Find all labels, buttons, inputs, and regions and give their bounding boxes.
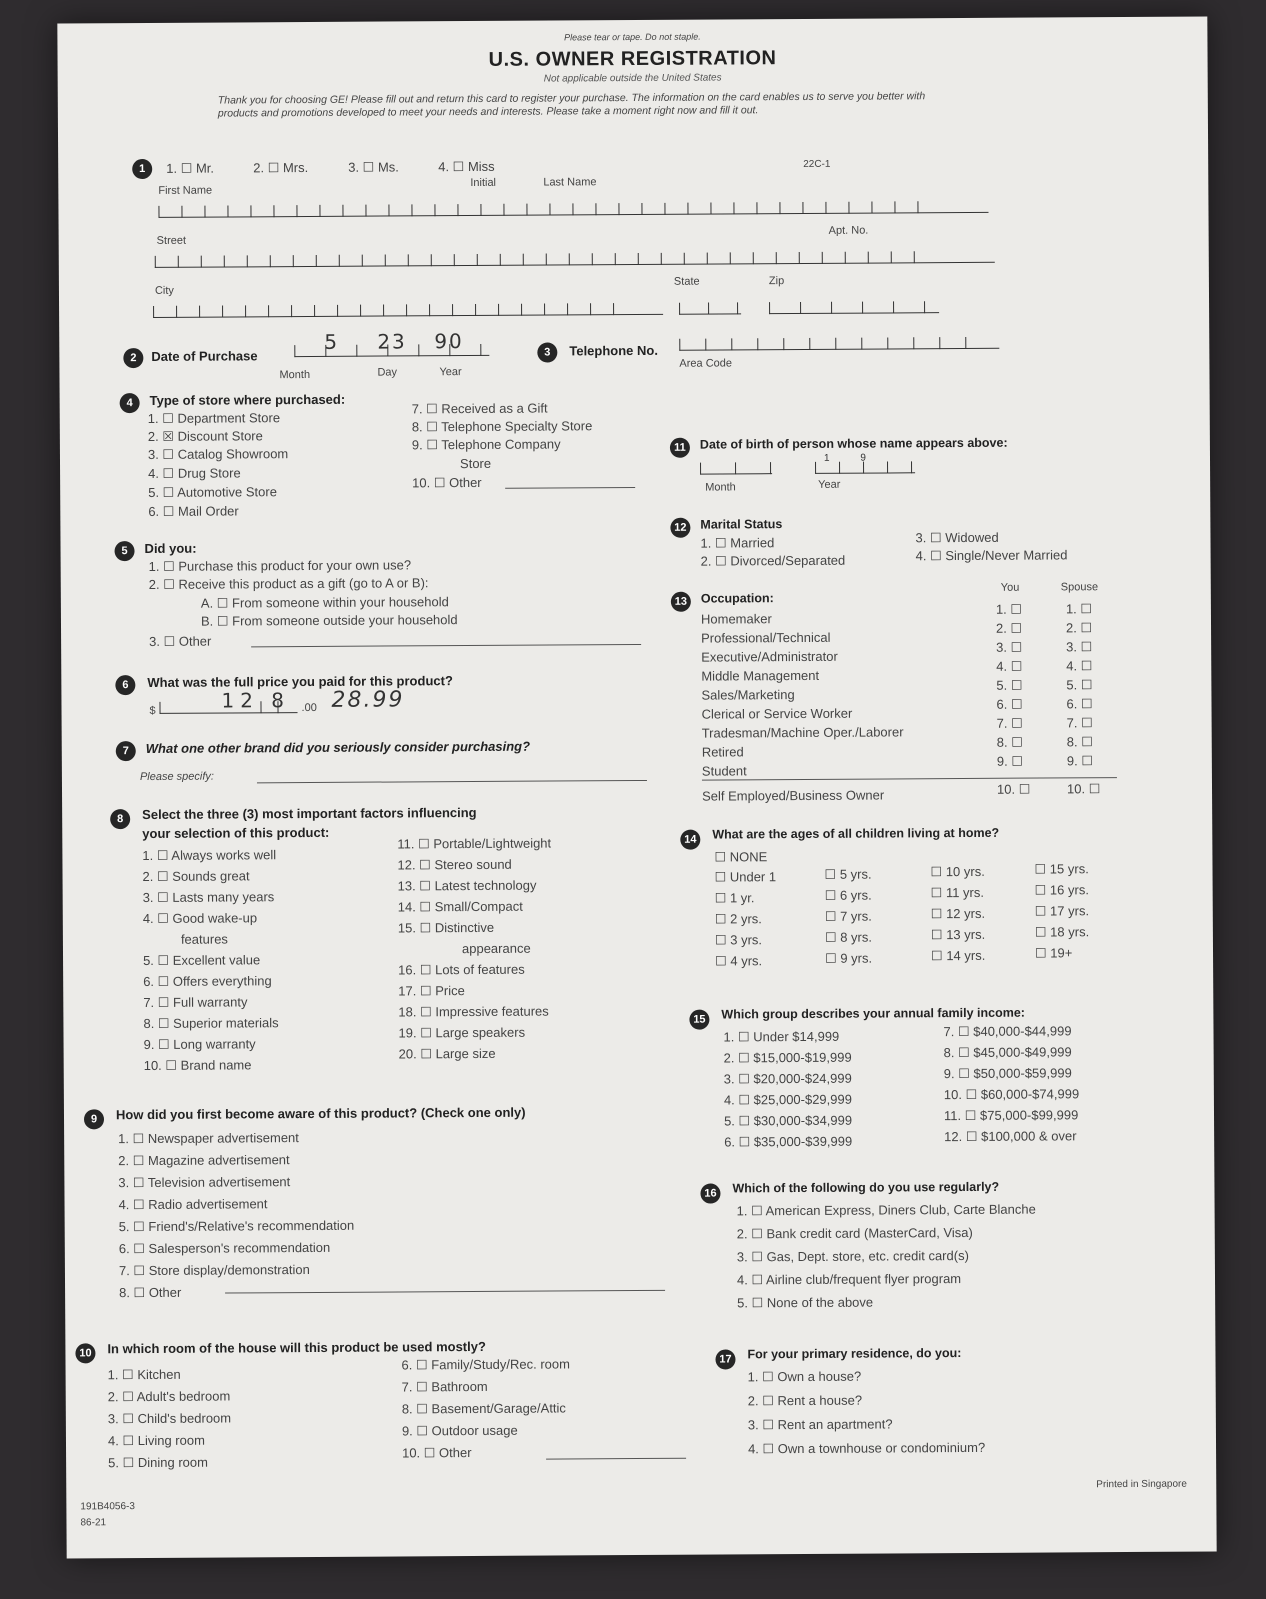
birth-month-field[interactable] (700, 451, 772, 474)
residence-option[interactable]: 3. ☐ Rent an apartment? (747, 1416, 893, 1433)
factor-option[interactable]: 11. ☐ Portable/Lightweight (397, 835, 552, 852)
street-label: Street (156, 234, 187, 247)
child-age-option[interactable]: ☐ 2 yrs. (714, 911, 762, 927)
room-option[interactable]: 9. ☐ Outdoor usage (401, 1422, 518, 1439)
please-specify-label: Please specify: (139, 770, 214, 784)
question-number-11: 11 (670, 438, 690, 458)
awareness-option[interactable]: 5. ☐ Friend's/Relative's recommendation (118, 1217, 355, 1235)
awareness-option[interactable]: 1. ☐ Newspaper advertisement (118, 1130, 299, 1147)
question-number-6: 6 (115, 675, 135, 695)
occupation-item: Professional/Technical (701, 629, 831, 646)
subtitle: Not applicable outside the United States (543, 72, 722, 85)
own-use[interactable]: 1. ☐ Purchase this product for your own use? (148, 557, 412, 574)
price-cents: .00 (301, 701, 317, 715)
first-name-label: First Name (158, 184, 213, 197)
child-age-option[interactable]: ☐ 6 yrs. (824, 887, 872, 903)
credit-option[interactable]: 1. ☐ American Express, Diners Club, Carte Blanche (736, 1201, 1036, 1219)
marital-married[interactable]: 1. ☐ Married (700, 535, 775, 551)
occupation-you-checkbox[interactable]: 2. ☐ (995, 620, 1023, 636)
awareness-option[interactable]: 7. ☐ Store display/demonstration (118, 1262, 310, 1279)
child-age-option[interactable]: ☐ 7 yrs. (824, 908, 872, 924)
occupation-divider (702, 777, 1117, 781)
received-gift[interactable]: 2. ☐ Receive this product as a gift (go to A or B): (148, 575, 429, 592)
children-none[interactable]: ☐ NONE (714, 849, 768, 865)
registration-card (57, 17, 1216, 1559)
residence-option[interactable]: 1. ☐ Own a house? (747, 1368, 862, 1385)
q9-label: How did you first become aware of this product? (Check one only) (115, 1104, 526, 1123)
child-age-option[interactable]: ☐ Under 1 (714, 869, 777, 885)
room-option[interactable]: 4. ☐ Living room (107, 1432, 205, 1449)
factor-option[interactable]: 16. ☐ Lots of features (398, 961, 525, 978)
occupation-you-checkbox[interactable]: 4. ☐ (996, 658, 1023, 674)
store-telephone-company-cont: Store (459, 455, 492, 472)
store-other[interactable]: 10. ☐ Other (412, 474, 482, 491)
awareness-option[interactable]: 8. ☐ Other (119, 1284, 182, 1301)
child-age-option[interactable]: ☐ 15 yrs. (1034, 861, 1089, 877)
month-label: Month (279, 368, 311, 382)
residence-option[interactable]: 4. ☐ Own a townhouse or condominium? (747, 1439, 986, 1457)
store-drug[interactable]: 4. ☐ Drug Store (148, 465, 241, 481)
marital-single[interactable]: 4. ☐ Single/Never Married (915, 547, 1068, 564)
form-date-code: 86-21 (80, 1517, 107, 1529)
q8-label: Select the three (3) most important factors influencing (142, 804, 477, 823)
top-note: Please tear or tape. Do not staple. (564, 31, 701, 43)
q6-label: What was the full price you paid for this product? (147, 673, 453, 690)
factor-option[interactable]: 19. ☐ Large speakers (398, 1024, 526, 1041)
awareness-option[interactable]: 3. ☐ Television advertisement (118, 1174, 291, 1191)
income-option[interactable]: 11. ☐ $75,000-$99,999 (943, 1107, 1079, 1124)
name-field[interactable] (158, 190, 988, 218)
question-number-14: 14 (680, 830, 700, 850)
factor-option[interactable]: 12. ☐ Stereo sound (397, 856, 512, 873)
q7-label: What one other brand did you seriously consider purchasing? (145, 738, 531, 756)
factor-option[interactable]: 15. ☐ Distinctive (397, 919, 495, 936)
store-mail-order[interactable]: 6. ☐ Mail Order (148, 503, 239, 519)
factor-option[interactable]: 8. ☐ Superior materials (143, 1015, 279, 1032)
city-field[interactable] (153, 292, 663, 318)
income-option[interactable]: 4. ☐ $25,000-$29,999 (723, 1091, 853, 1108)
occupation-spouse-checkbox[interactable]: 10. ☐ (1066, 781, 1101, 797)
credit-option[interactable]: 5. ☐ None of the above (737, 1294, 874, 1311)
q16-label: Which of the following do you use regularly? (732, 1179, 1000, 1196)
credit-option[interactable]: 4. ☐ Airline club/frequent flyer program (736, 1271, 962, 1288)
room-option[interactable]: 6. ☐ Family/Study/Rec. room (401, 1356, 571, 1373)
factor-option[interactable]: 9. ☐ Long warranty (143, 1036, 256, 1053)
occupation-you-checkbox[interactable]: 5. ☐ (996, 677, 1023, 693)
occupation-item: Sales/Marketing (701, 687, 795, 703)
last-name-label: Last Name (543, 176, 597, 189)
occupation-spouse-checkbox[interactable]: 1. ☐ (1065, 601, 1093, 617)
factor-option[interactable]: 7. ☐ Full warranty (143, 994, 248, 1011)
factor-option-cont: appearance (461, 940, 531, 957)
factor-option[interactable]: 14. ☐ Small/Compact (397, 898, 523, 915)
question-number-7: 7 (116, 741, 136, 761)
question-number-9: 9 (84, 1109, 104, 1129)
store-telephone-company[interactable]: 9. ☐ Telephone Company (411, 436, 561, 453)
occupation-you-checkbox[interactable]: 10. ☐ (996, 781, 1031, 797)
q15-label: Which group describes your annual family income: (721, 1005, 1025, 1022)
child-age-option[interactable]: ☐ 18 yrs. (1034, 924, 1090, 940)
question-number-2: 2 (123, 348, 143, 368)
did-you-other-line[interactable] (251, 644, 641, 647)
factor-option[interactable]: 20. ☐ Large size (398, 1045, 496, 1062)
title-mr[interactable]: 1. ☐ Mr. (166, 160, 215, 176)
zip-label: Zip (768, 275, 785, 288)
occupation-you-checkbox[interactable]: 8. ☐ (996, 734, 1023, 750)
child-age-option[interactable]: ☐ 8 yrs. (824, 929, 873, 945)
store-other-line[interactable] (505, 487, 635, 489)
room-other-line[interactable] (546, 1458, 686, 1460)
question-number-13: 13 (671, 592, 691, 612)
date-of-purchase-label: Date of Purchase (151, 348, 258, 364)
telephone-field[interactable] (679, 326, 999, 351)
state-label: State (673, 275, 700, 288)
room-option[interactable]: 2. ☐ Adult's bedroom (107, 1388, 231, 1405)
factor-option[interactable]: 17. ☐ Price (398, 983, 465, 999)
credit-option[interactable]: 3. ☐ Gas, Dept. store, etc. credit card(s) (736, 1247, 969, 1265)
store-gift[interactable]: 7. ☐ Received as a Gift (411, 400, 548, 417)
child-age-option[interactable]: ☐ 9 yrs. (825, 950, 873, 966)
question-number-4: 4 (120, 393, 140, 413)
child-age-option[interactable]: ☐ 19+ (1034, 945, 1073, 961)
awareness-other-line[interactable] (225, 1290, 665, 1294)
occupation-spouse-checkbox[interactable]: 6. ☐ (1066, 696, 1093, 712)
credit-option[interactable]: 2. ☐ Bank credit card (MasterCard, Visa) (736, 1224, 973, 1242)
intro-text: Thank you for choosing GE! Please fill out and return this card to register your purchase. The information on the card enables us to serve you better with products and promotions developed to meet your needs and interests. Please take a moment right now and fill it out. (217, 90, 926, 120)
awareness-option[interactable]: 6. ☐ Salesperson's recommendation (118, 1239, 331, 1257)
occupation-spouse-checkbox[interactable]: 2. ☐ (1065, 620, 1093, 636)
question-number-12: 12 (670, 518, 690, 538)
occupation-item: Retired (701, 744, 744, 760)
factor-option[interactable]: 18. ☐ Impressive features (398, 1003, 549, 1020)
birth-month-label: Month (705, 481, 736, 494)
q4-label: Type of store where purchased: (149, 391, 346, 408)
price-handwritten: 28.99 (331, 687, 405, 713)
child-age-option[interactable]: ☐ 17 yrs. (1034, 903, 1090, 919)
did-you-other[interactable]: 3. ☐ Other (149, 633, 212, 649)
child-age-option[interactable]: ☐ 13 yrs. (930, 926, 986, 943)
residence-option[interactable]: 2. ☐ Rent a house? (747, 1392, 863, 1409)
occupation-item: Self Employed/Business Owner (702, 787, 885, 804)
store-department[interactable]: 1. ☐ Department Store (147, 410, 281, 426)
marital-divorced[interactable]: 2. ☐ Divorced/Separated (700, 552, 846, 569)
child-age-option[interactable]: ☐ 12 yrs. (930, 905, 986, 922)
street-field[interactable] (155, 240, 995, 268)
factor-option[interactable]: 5. ☐ Excellent value (143, 952, 261, 969)
title-miss[interactable]: 4. ☐ Miss (438, 158, 495, 175)
room-option[interactable]: 10. ☐ Other (402, 1445, 472, 1461)
occupation-you-header: You (1000, 581, 1020, 594)
income-option[interactable]: 3. ☐ $20,000-$24,999 (723, 1070, 852, 1087)
income-option[interactable]: 6. ☐ $35,000-$39,999 (724, 1133, 853, 1150)
income-option[interactable]: 1. ☐ Under $14,999 (723, 1028, 840, 1045)
occupation-you-checkbox[interactable]: 3. ☐ (996, 639, 1023, 655)
factor-option[interactable]: 13. ☐ Latest technology (397, 877, 537, 894)
price-written-in-boxes: 12 8 (221, 688, 291, 713)
zip-field[interactable] (769, 290, 939, 314)
title-ms[interactable]: 3. ☐ Ms. (348, 159, 399, 175)
awareness-option[interactable]: 4. ☐ Radio advertisement (118, 1196, 268, 1213)
question-number-3: 3 (537, 342, 557, 362)
occupation-spouse-checkbox[interactable]: 8. ☐ (1066, 734, 1093, 750)
birth-year-prefix: 1 9 (823, 452, 880, 464)
q5-label: Did you: (144, 540, 197, 557)
occupation-spouse-checkbox[interactable]: 3. ☐ (1066, 639, 1093, 655)
city-label: City (154, 284, 174, 297)
occupation-item: Executive/Administrator (701, 648, 838, 665)
factor-option[interactable]: 3. ☐ Lasts many years (142, 889, 275, 906)
birth-year-label: Year (818, 478, 841, 491)
occupation-you-checkbox[interactable]: 9. ☐ (996, 753, 1024, 769)
occupation-spouse-checkbox[interactable]: 4. ☐ (1066, 658, 1093, 674)
room-option[interactable]: 5. ☐ Dining room (108, 1454, 208, 1471)
question-number-5: 5 (114, 541, 134, 561)
child-age-option[interactable]: ☐ 16 yrs. (1034, 882, 1089, 898)
room-option[interactable]: 1. ☐ Kitchen (107, 1366, 181, 1383)
factor-option[interactable]: 1. ☐ Always works well (142, 847, 277, 864)
question-number-17: 17 (715, 1349, 735, 1369)
child-age-option[interactable]: ☐ 3 yrs. (714, 932, 763, 948)
store-automotive[interactable]: 5. ☐ Automotive Store (148, 484, 277, 500)
income-option[interactable]: 12. ☐ $100,000 & over (944, 1128, 1077, 1145)
q11-label: Date of birth of person whose name appears above: (699, 435, 1008, 452)
occupation-item: Tradesman/Machine Oper./Laborer (701, 724, 904, 741)
q17-label: For your primary residence, do you: (747, 1346, 962, 1362)
dollar-sign: $ (149, 704, 156, 717)
question-number-1: 1 (132, 159, 152, 179)
room-option[interactable]: 7. ☐ Bathroom (401, 1378, 488, 1395)
occupation-spouse-checkbox[interactable]: 5. ☐ (1066, 677, 1093, 693)
form-number: 191B4056-3 (80, 1501, 135, 1513)
occupation-spouse-checkbox[interactable]: 7. ☐ (1066, 715, 1093, 731)
q8-label-line2: your selection of this product: (142, 824, 330, 842)
printed-in: Printed in Singapore (1096, 1478, 1187, 1491)
factor-option-cont: features (180, 931, 228, 947)
occupation-item: Middle Management (701, 667, 820, 684)
purchase-year-value: 90 (434, 329, 464, 354)
title-mrs[interactable]: 2. ☐ Mrs. (253, 159, 309, 176)
occupation-spouse-header: Spouse (1060, 581, 1099, 594)
initial-label: Initial (470, 176, 497, 190)
day-label: Day (377, 366, 398, 379)
apt-label: Apt. No. (828, 224, 869, 237)
child-age-option[interactable]: ☐ 4 yrs. (715, 953, 763, 969)
child-age-option[interactable]: ☐ 11 yrs. (930, 884, 985, 901)
occupation-item: Homemaker (700, 611, 772, 627)
factor-option[interactable]: 2. ☐ Sounds great (142, 868, 250, 885)
marital-widowed[interactable]: 3. ☐ Widowed (915, 529, 999, 546)
purchase-month-value: 5 (324, 329, 340, 354)
state-field[interactable] (679, 291, 741, 314)
child-age-option[interactable]: ☐ 1 yr. (714, 890, 755, 906)
child-age-option[interactable]: ☐ 10 yrs. (930, 863, 985, 880)
purchase-day-value: 23 (377, 329, 407, 354)
year-label: Year (439, 366, 462, 379)
area-code-label: Area Code (679, 357, 733, 370)
factor-option[interactable]: 6. ☐ Offers everything (143, 973, 272, 990)
form-code: 22C-1 (803, 158, 831, 170)
income-option[interactable]: 2. ☐ $15,000-$19,999 (723, 1049, 852, 1066)
awareness-option[interactable]: 2. ☐ Magazine advertisement (118, 1152, 290, 1169)
q12-label: Marital Status (700, 517, 783, 532)
occupation-you-checkbox[interactable]: 1. ☐ (995, 601, 1023, 617)
telephone-label: Telephone No. (569, 342, 658, 359)
page-title: U.S. OWNER REGISTRATION (488, 47, 777, 71)
question-number-8: 8 (110, 809, 130, 829)
q14-label: What are the ages of all children living at home? (712, 825, 1000, 842)
factor-option[interactable]: 10. ☐ Brand name (143, 1057, 252, 1074)
q10-label: In which room of the house will this product be used mostly? (107, 1338, 486, 1357)
occupation-you-checkbox[interactable]: 7. ☐ (996, 715, 1023, 731)
child-age-option[interactable]: ☐ 5 yrs. (824, 866, 872, 882)
other-brand-line[interactable] (257, 780, 647, 783)
room-option[interactable]: 8. ☐ Basement/Garage/Attic (401, 1400, 566, 1417)
q13-label: Occupation: (700, 591, 774, 606)
occupation-item: Student (701, 763, 747, 779)
occupation-you-checkbox[interactable]: 6. ☐ (996, 696, 1023, 712)
income-option[interactable]: 7. ☐ $40,000-$44,999 (943, 1023, 1072, 1040)
child-age-option[interactable]: ☐ 14 yrs. (930, 947, 986, 964)
store-discount[interactable]: 2. ☒ Discount Store (147, 428, 263, 444)
income-option[interactable]: 5. ☐ $30,000-$34,999 (723, 1112, 853, 1129)
store-telephone-specialty[interactable]: 8. ☐ Telephone Specialty Store (411, 418, 593, 435)
room-option[interactable]: 3. ☐ Child's bedroom (107, 1410, 232, 1427)
question-number-16: 16 (700, 1183, 720, 1203)
occupation-spouse-checkbox[interactable]: 9. ☐ (1066, 753, 1094, 769)
occupation-item: Clerical or Service Worker (701, 705, 853, 722)
gift-within-household[interactable]: A. ☐ From someone within your household (200, 594, 449, 611)
store-catalog[interactable]: 3. ☐ Catalog Showroom (147, 446, 289, 462)
income-option[interactable]: 8. ☐ $45,000-$49,999 (943, 1044, 1072, 1061)
gift-outside-household[interactable]: B. ☐ From someone outside your household (200, 612, 458, 629)
income-option[interactable]: 10. ☐ $60,000-$74,999 (943, 1086, 1080, 1103)
question-number-10: 10 (75, 1343, 95, 1363)
income-option[interactable]: 9. ☐ $50,000-$59,999 (943, 1065, 1072, 1082)
factor-option[interactable]: 4. ☐ Good wake-up (142, 910, 258, 927)
question-number-15: 15 (689, 1010, 709, 1030)
